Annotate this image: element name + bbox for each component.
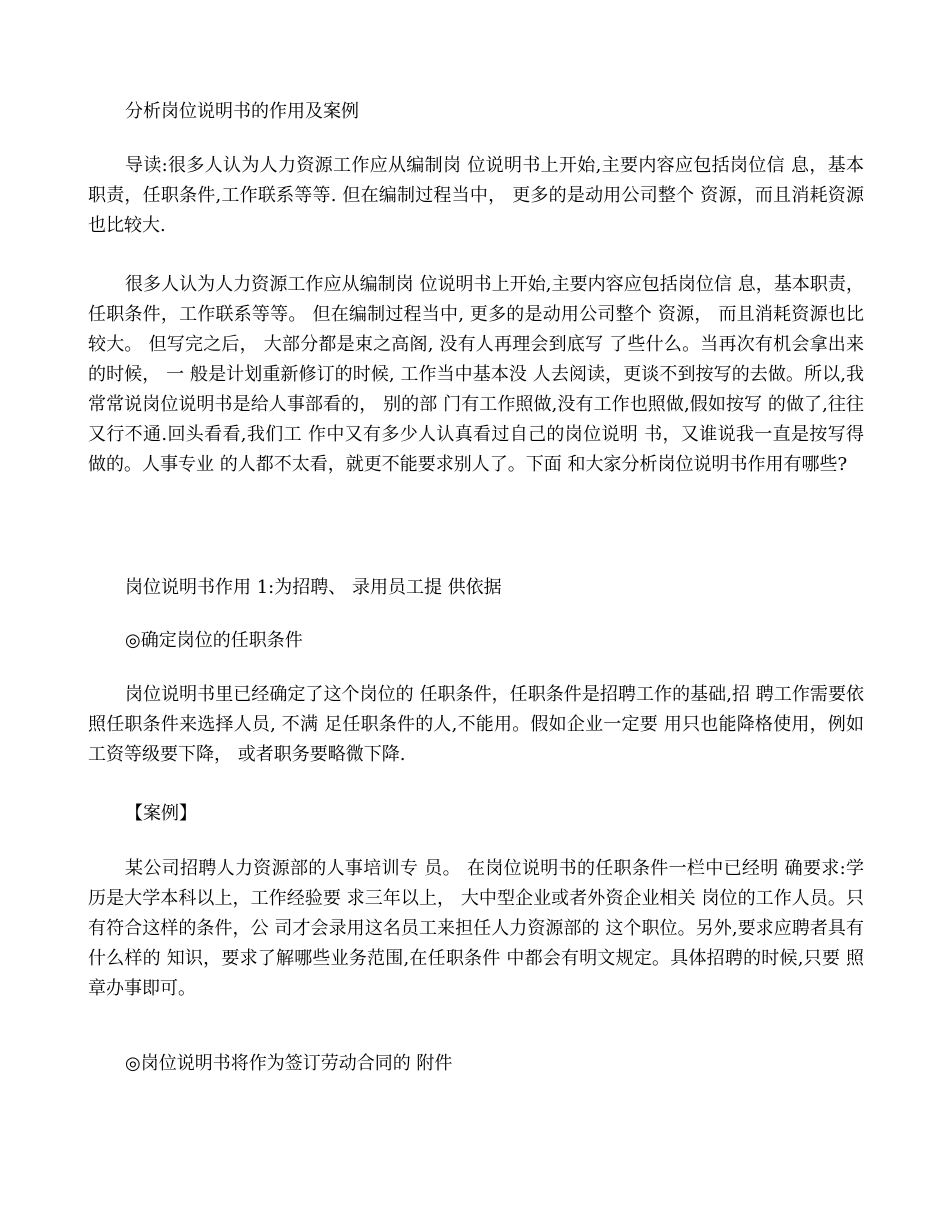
subheading-requirements: ◎确定岗位的任职条件 <box>125 630 303 651</box>
subheading-contract-attachment: ◎岗位说明书将作为签订劳动合同的 附件 <box>125 1053 453 1074</box>
case-label: 【案例】 <box>125 803 197 824</box>
section-heading-1: 岗位说明书作用 1:为招聘、 录用员工提 供依据 <box>125 577 502 598</box>
intro-paragraph: 导读:很多人认为人力资源工作应从编制岗 位说明书上开始,主要内容应包括岗位信 息，基本职责，任职条件,工作联系等等. 但在编制过程当中， 更多的是动用公司整个 资源，而且消耗资源也比较大. <box>88 155 864 236</box>
document-title: 分析岗位说明书的作用及案例 <box>125 101 359 122</box>
case-paragraph: 某公司招聘人力资源部的人事培训专 员。 在岗位说明书的任职条件一栏中已经明 确要求:学历是大学本科以上，工作经验要 求三年以上， 大中型企业或者外资企业相关 岗位的工作人员。只有符合这样的条件，公 司才会录用这名员工来担任人力资源部的 这个职位。另外,要求应聘者具有什么样的 知识，要求了解哪些业务范围,在任职条件 中都会有明文规定。具体招聘的时候,只要 照章办事即可。 <box>88 858 864 999</box>
body-paragraph-1: 很多人认为人力资源工作应从编制岗 位说明书上开始,主要内容应包括岗位信 息，基本职责，任职条件，工作联系等等。 但在编制过程当中, 更多的是动用公司整个 资源， 而且消耗资源也比较大。 但写完之后， 大部分都是束之高阁, 没有人再理会到底写 了些什么。当再次有机会拿出来的时候， 一 般是计划重新修订的时候, 工作当中基本没 人去阅读，更谈不到按写的去做。所以,我 常常说岗位说明书是给人事部看的， 别的部 门有工作照做,没有工作也照做,假如按写 的做了,往往又行不通.回头看看,我们工 作中又有多少人认真看过自己的岗位说明 书，又谁说我一直是按写得做的。人事专业 的人都不太看，就更不能要求别人了。下面 和大家分析岗位说明书作用有哪些? <box>88 274 864 475</box>
body-paragraph-2: 岗位说明书里已经确定了这个岗位的 任职条件，任职条件是招聘工作的基础,招 聘工作需要依照任职条件来选择人员, 不满 足任职条件的人,不能用。假如企业一定要 用只也能降格使用，例如工资等级要下降， 或者职务要略微下降. <box>88 684 864 765</box>
